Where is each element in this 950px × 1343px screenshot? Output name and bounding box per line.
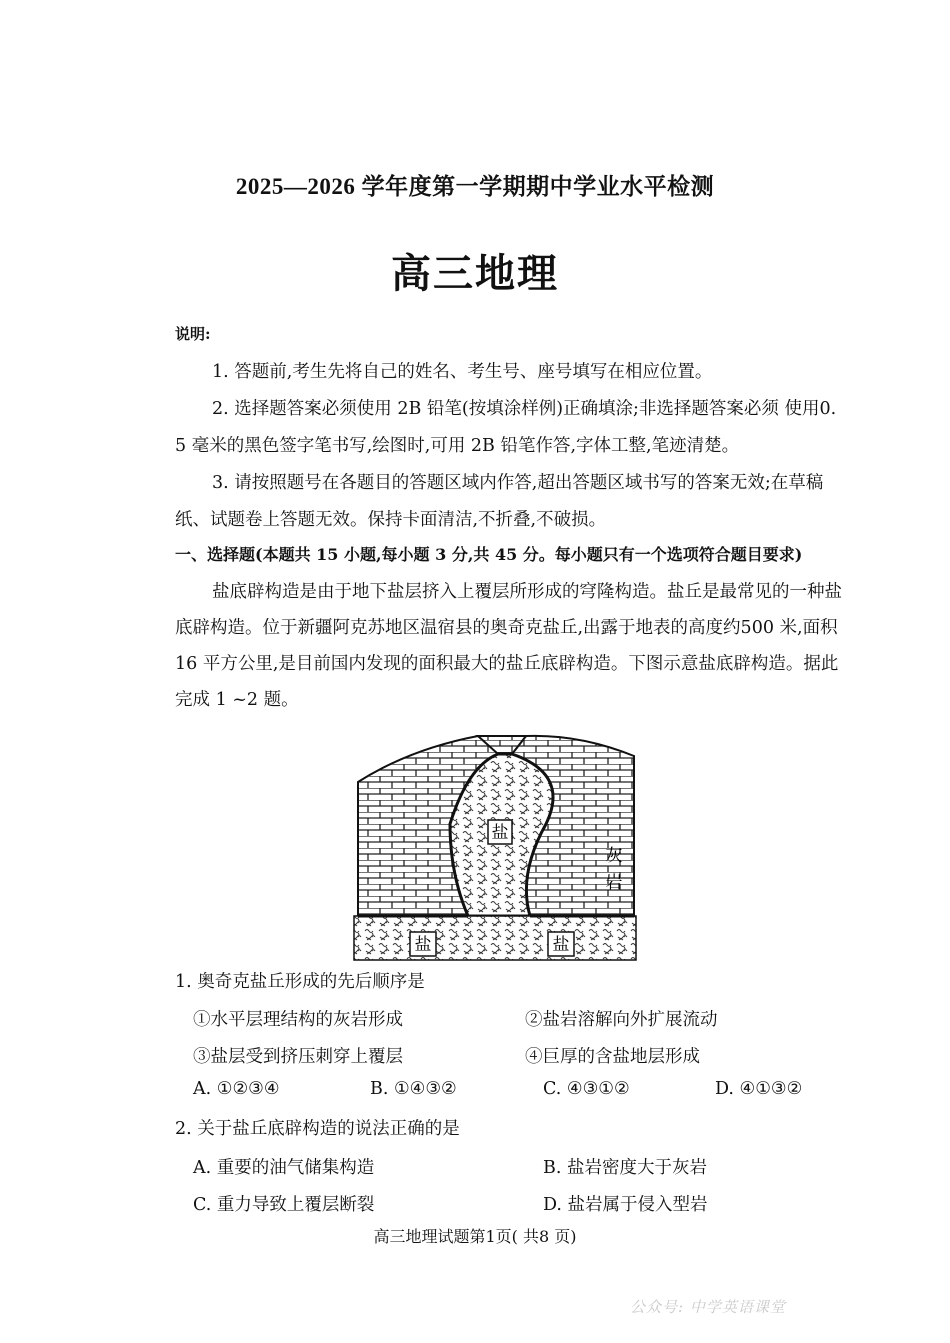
q1-stem: 1. 奥奇克盐丘形成的先后顺序是	[175, 972, 425, 992]
label-salt-left: 盐	[414, 935, 432, 955]
q2-option-d[interactable]: D. 盐岩属于侵入型岩	[543, 1195, 708, 1215]
q1-statement-4: ④巨厚的含盐地层形成	[525, 1047, 700, 1067]
instructions-label: 说明:	[175, 325, 211, 343]
q1-statement-2: ②盐岩溶解向外扩展流动	[525, 1010, 718, 1030]
q2-stem: 2. 关于盐丘底辟构造的说法正确的是	[175, 1119, 460, 1139]
label-salt-right: 盐	[552, 935, 570, 955]
passage-line-2: 底辟构造。位于新疆阿克苏地区温宿县的奥奇克盐丘,出露于地表的高度约500 米,面积	[175, 618, 838, 638]
passage-line-4: 完成 1 ~2 题。	[175, 690, 299, 710]
q1-option-d[interactable]: D. ④①③②	[715, 1079, 803, 1099]
label-limestone-1: 灰	[605, 846, 623, 866]
q1-option-c[interactable]: C. ④③①②	[543, 1079, 630, 1099]
salt-layer	[354, 916, 636, 960]
q1-option-a[interactable]: A. ①②③④	[193, 1079, 280, 1099]
instruction-item-1: 1. 答题前,考生先将自己的姓名、考生号、座号填写在相应位置。	[212, 362, 713, 382]
instruction-item-3-line-1: 3. 请按照题号在各题目的答题区域内作答,超出答题区域书写的答案无效;在草稿	[212, 473, 824, 493]
instruction-item-2-line-1: 2. 选择题答案必须使用 2B 铅笔(按填涂样例)正确填涂;非选择题答案必须 使用0.	[212, 399, 837, 419]
subject-title: 高三地理	[391, 251, 559, 297]
label-salt-top: 盐	[491, 823, 509, 843]
passage-line-1: 盐底辟构造是由于地下盐层挤入上覆层所形成的穹隆构造。盐丘是最常见的一种盐	[212, 582, 842, 602]
page-footer: 高三地理试题第1页( 共8 页)	[373, 1227, 577, 1246]
q2-option-b[interactable]: B. 盐岩密度大于灰岩	[543, 1158, 707, 1178]
section-heading: 一、选择题(本题共 15 小题,每小题 3 分,共 45 分。每小题只有一个选项符合题目要求)	[175, 545, 803, 564]
watermark: 公众号: 中学英语课堂	[630, 1298, 786, 1316]
q2-option-a[interactable]: A. 重要的油气储集构造	[193, 1158, 375, 1178]
instruction-item-2-line-2: 5 毫米的黑色签字笔书写,绘图时,可用 2B 铅笔作答,字体工整,笔迹清楚。	[175, 436, 740, 456]
q1-statement-1: ①水平层理结构的灰岩形成	[193, 1010, 403, 1030]
label-limestone-2: 岩	[605, 873, 623, 893]
exam-year-title: 2025—2026 学年度第一学期期中学业水平检测	[235, 174, 715, 199]
passage-line-3: 16 平方公里,是目前国内发现的面积最大的盐丘底辟构造。下图示意盐底辟构造。据此	[175, 654, 839, 674]
salt-diapir-figure	[350, 704, 640, 966]
q1-statement-3: ③盐层受到挤压刺穿上覆层	[193, 1047, 403, 1067]
instruction-item-3-line-2: 纸、试题卷上答题无效。保持卡面清洁,不折叠,不破损。	[175, 510, 607, 530]
q2-option-c[interactable]: C. 重力导致上覆层断裂	[193, 1195, 375, 1215]
q1-option-b[interactable]: B. ①④③②	[370, 1079, 457, 1099]
